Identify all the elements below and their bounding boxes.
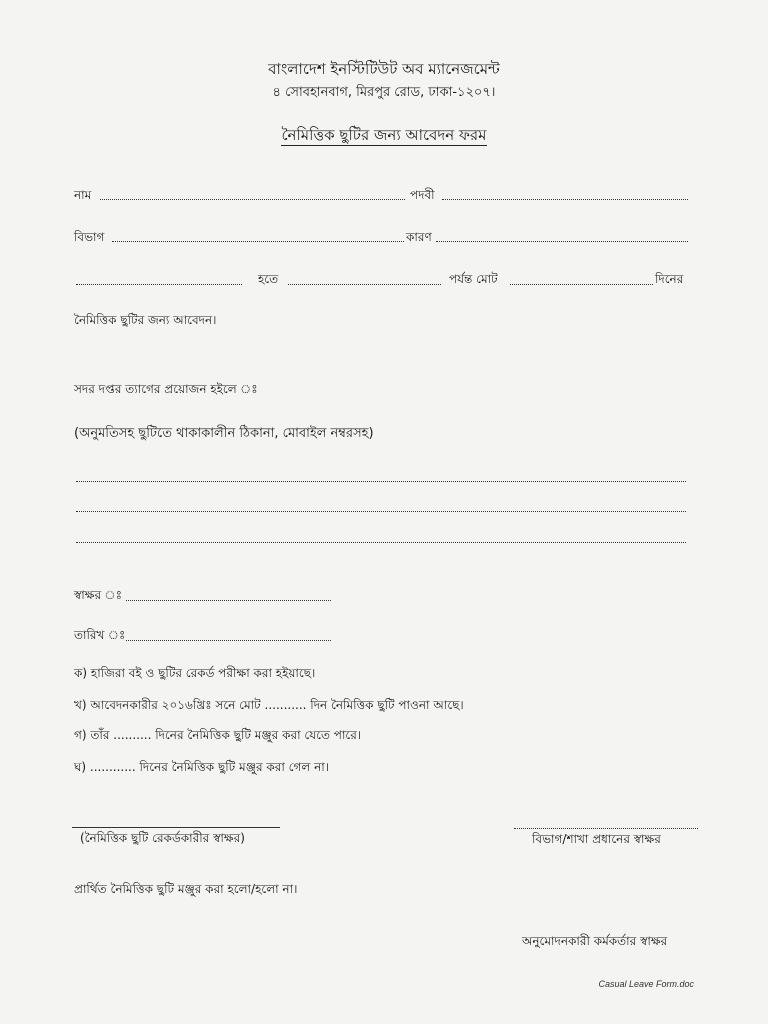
address-line-2[interactable] — [76, 511, 686, 512]
organization-name: বাংলাদেশ ইনস্টিটিউট অব ম্যানেজমেন্ট — [268, 60, 500, 78]
date-label: তারিখ ঃ — [74, 628, 126, 642]
record-keeper-signature-line — [72, 827, 280, 828]
total-days-field[interactable] — [510, 284, 653, 285]
record-keeper-signature-label: (নৈমিত্তিক ছুটি রেকর্ডকারীর স্বাক্ষর) — [80, 831, 245, 845]
check-item: গ) তাঁর .......... দিনের নৈমিত্তিক ছুটি মঞ্জুর করা যেতে পারে। — [74, 728, 362, 742]
check-item: ঘ) ............ দিনের নৈমিত্তিক ছুটি মঞ্জুর করা গেল না। — [74, 760, 330, 774]
approving-officer-signature-label: অনুমোদনকারী কর্মকর্তার স্বাক্ষর — [522, 934, 668, 948]
leave-headquarters-label: সদর দপ্তর ত্যাগের প্রয়োজন হইলে ঃ — [74, 382, 258, 396]
reason-field[interactable] — [436, 241, 688, 242]
address-note: (অনুমতিসহ ছুটিতে থাকাকালীন ঠিকানা, মোবাইল নম্বরসহ) — [74, 426, 374, 441]
from-label: হতে — [258, 272, 279, 286]
address-line-3[interactable] — [76, 542, 686, 543]
document-filename: Casual Leave Form.doc — [598, 979, 694, 989]
department-head-signature-label: বিভাগ/শাখা প্রধানের স্বাক্ষর — [532, 832, 661, 846]
form-title — [0, 124, 768, 149]
application-line: নৈমিত্তিক ছুটির জন্য আবেদন। — [74, 313, 217, 327]
approval-line: প্রার্থিত নৈমিত্তিক ছুটি মঞ্জুর করা হলো/হলো না। — [74, 882, 298, 896]
signature-field[interactable] — [126, 600, 331, 601]
reason-label: কারণ — [406, 230, 432, 244]
department-head-signature-line — [514, 828, 698, 829]
to-date-field[interactable] — [288, 284, 441, 285]
date-field[interactable] — [126, 640, 331, 641]
name-label: নাম — [74, 188, 92, 202]
organization-address: ৪ সোবহানবাগ, মিরপুর রোড, ঢাকা-১২০৭। — [272, 85, 496, 100]
name-field[interactable] — [100, 199, 405, 200]
department-label: বিভাগ — [74, 230, 105, 244]
check-item: ক) হাজিরা বই ও ছুটির রেকর্ড পরীক্ষা করা হইয়াছে। — [74, 666, 316, 680]
days-label: দিনের — [655, 272, 684, 286]
form-title-text: নৈমিত্তিক ছুটির জন্য আবেদন ফরম — [281, 126, 487, 144]
check-item: খ) আবেদনকারীর ২০১৬খ্রিঃ সনে মোট ........... দিন নৈমিত্তিক ছুটি পাওনা আছে। — [74, 698, 464, 712]
designation-field[interactable] — [442, 199, 688, 200]
to-total-label: পর্যন্ত মোট — [449, 272, 498, 286]
from-date-field[interactable] — [76, 284, 242, 285]
signature-label: স্বাক্ষর ঃ — [74, 588, 123, 602]
address-line-1[interactable] — [76, 481, 686, 482]
designation-label: পদবী — [410, 188, 435, 202]
department-field[interactable] — [112, 241, 404, 242]
